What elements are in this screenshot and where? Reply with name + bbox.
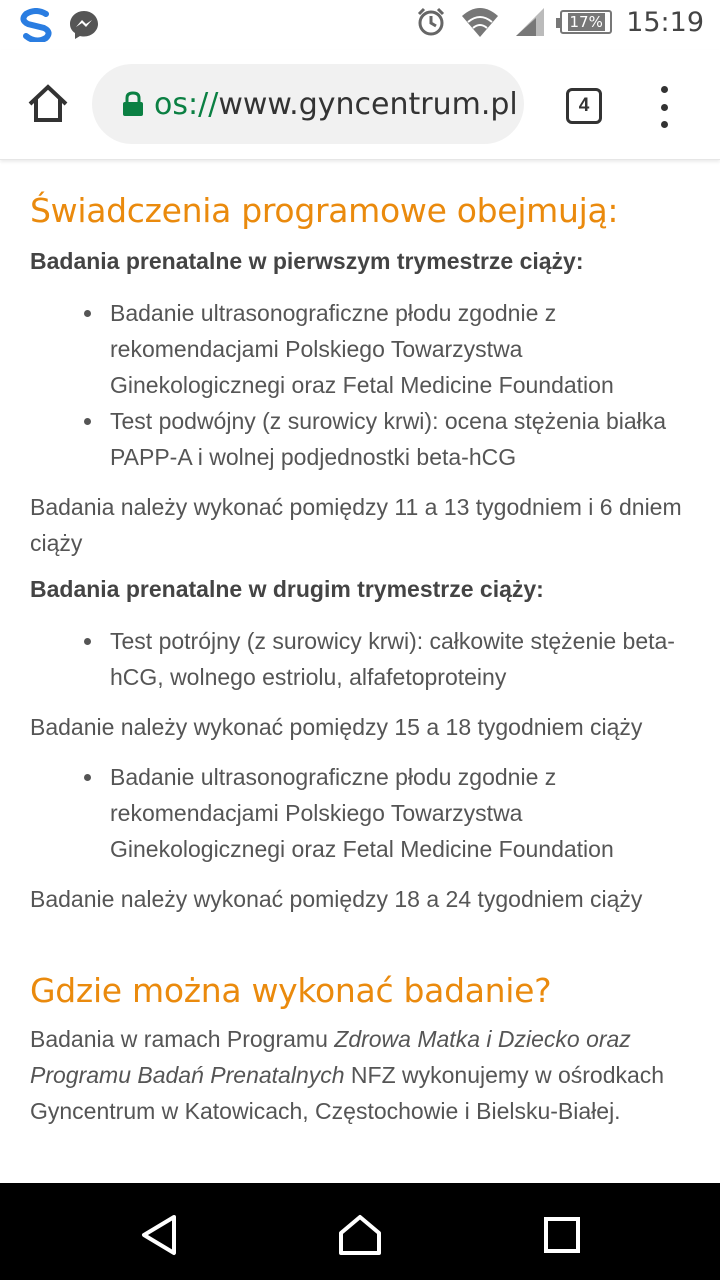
signal-icon bbox=[514, 6, 546, 38]
battery-level: 17% bbox=[569, 13, 603, 31]
heading-where: Gdzie można wykonać badanie? bbox=[30, 971, 552, 1010]
url-scheme: os:// bbox=[154, 86, 219, 122]
back-icon[interactable] bbox=[138, 1213, 182, 1257]
second-trimester-list bbox=[30, 623, 690, 695]
status-time: 15:19 bbox=[626, 6, 704, 38]
where-program-names: Zdrowa Matka i Dziecko oraz Programu Badań Prenatalnych bbox=[30, 1026, 631, 1088]
first-trimester-note: Badania należy wykonać pomiędzy 11 a 13 tygodniem i 6 dniem ciąży bbox=[30, 494, 682, 556]
messenger-icon bbox=[68, 9, 100, 41]
tab-switcher-button[interactable] bbox=[566, 88, 602, 124]
alarm-icon bbox=[416, 7, 446, 37]
where-paragraph bbox=[30, 1021, 690, 1129]
section-second-trimester-title: Badania prenatalne w drugim trymestrze ciąży: bbox=[30, 576, 544, 602]
list-item: Test podwójny (z surowicy krwi): ocena stężenia białka PAPP-A i wolnej podjednostki beta-hCG bbox=[82, 403, 690, 475]
url-host: www.gyncentrum.pl bbox=[218, 86, 518, 122]
lock-icon bbox=[122, 91, 144, 117]
list-item: Test potrójny (z surowicy krwi): całkowite stężenie beta-hCG, wolnego estriolu, alfafetoproteiny bbox=[82, 623, 690, 695]
list-item: Badanie ultrasonograficzne płodu zgodnie z rekomendacjami Polskiego Towarzystwa Ginekologicznegi oraz Fetal Medicine Foundation bbox=[82, 759, 690, 867]
home-nav-icon[interactable] bbox=[338, 1213, 382, 1257]
where-text-2: NFZ wykonujemy w ośrodkach Gyncentrum w Katowicach, Częstochowie i Bielsku-Białej. bbox=[30, 1062, 665, 1124]
address-bar[interactable] bbox=[92, 64, 524, 144]
tab-count: 4 bbox=[578, 95, 590, 116]
status-bar bbox=[0, 0, 720, 50]
recents-icon[interactable] bbox=[540, 1213, 584, 1257]
navigation-bar bbox=[0, 1183, 720, 1280]
second-trimester-note: Badanie należy wykonać pomiędzy 15 a 18 tygodniem ciąży bbox=[30, 714, 643, 740]
battery-icon bbox=[560, 10, 612, 34]
first-trimester-list bbox=[30, 295, 690, 475]
swype-icon bbox=[18, 8, 54, 42]
list-item: Badanie ultrasonograficzne płodu zgodnie z rekomendacjami Polskiego Towarzystwa Ginekologicznegi oraz Fetal Medicine Foundation bbox=[82, 295, 690, 403]
more-menu-icon[interactable] bbox=[656, 86, 672, 128]
section-first-trimester-title: Badania prenatalne w pierwszym trymestrze ciąży: bbox=[30, 248, 584, 274]
ultrasound-list bbox=[30, 759, 690, 867]
browser-toolbar bbox=[0, 50, 720, 160]
page-content bbox=[0, 161, 720, 1183]
where-text-1: Badania w ramach Programu bbox=[30, 1026, 335, 1052]
wifi-icon bbox=[460, 6, 500, 38]
home-icon[interactable] bbox=[26, 82, 70, 126]
ultrasound-note: Badanie należy wykonać pomiędzy 18 a 24 tygodniem ciąży bbox=[30, 886, 643, 912]
url-text[interactable] bbox=[154, 87, 518, 122]
heading-services: Świadczenia programowe obejmują: bbox=[30, 191, 619, 230]
